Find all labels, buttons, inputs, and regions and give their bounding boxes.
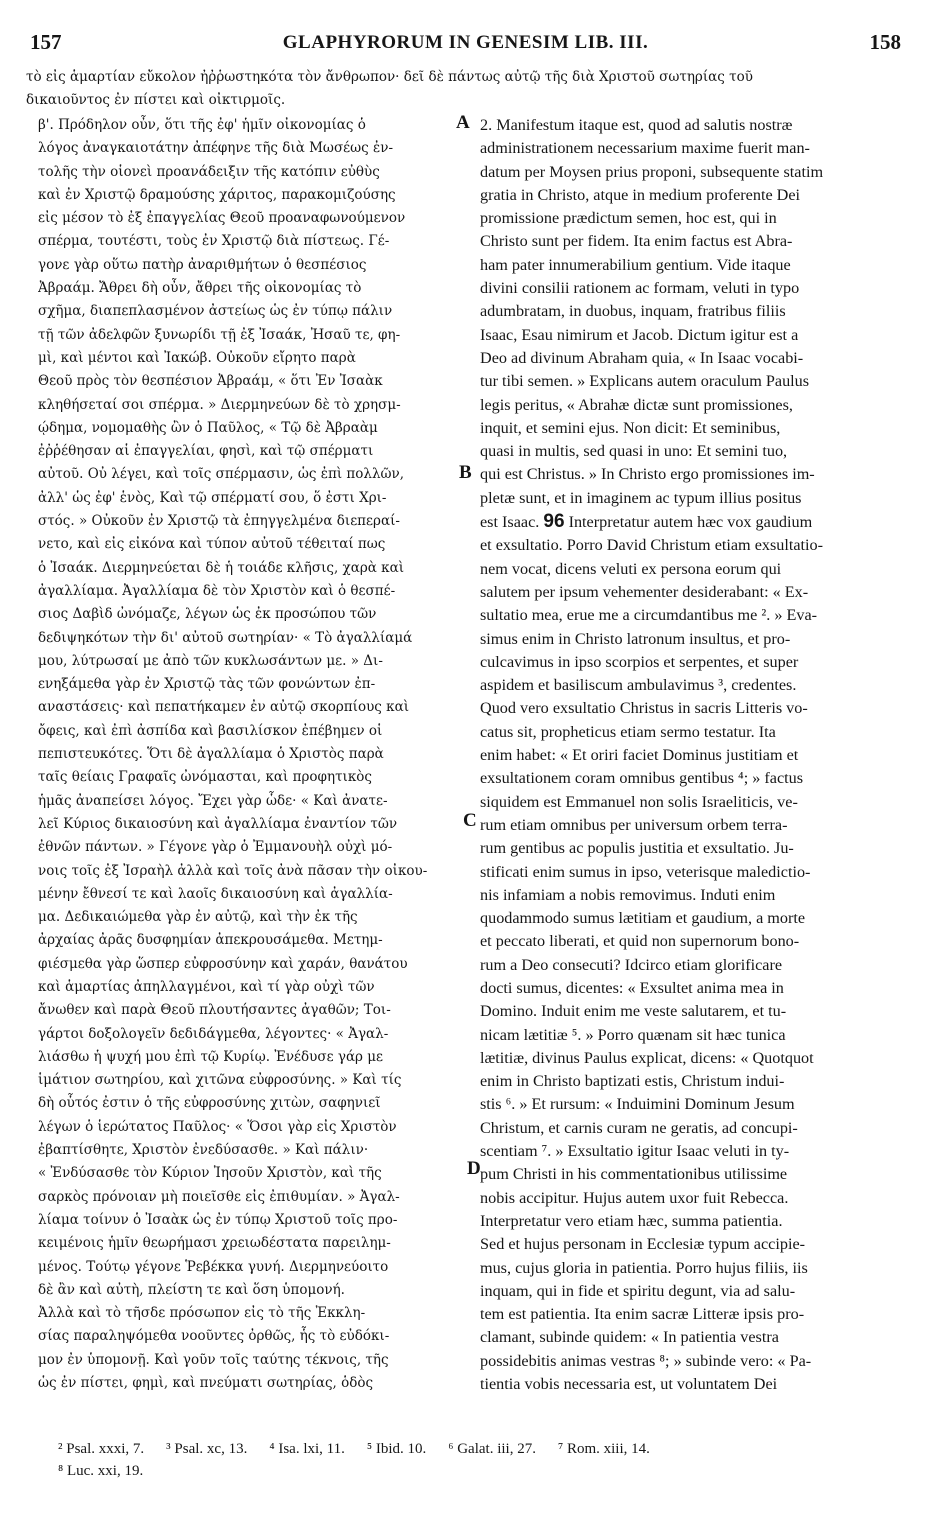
text-line: et exsultatio. Porro David Christum etiam exsultatio- bbox=[480, 536, 824, 555]
text-line: ham pater innumerabilium gentium. Vide itaque bbox=[480, 255, 791, 274]
text-line: κληθήσεταί σοι σπέρμα. » Διερμηνεύων δὲ τὸ χρησμ- bbox=[38, 396, 401, 413]
text-line: μα. Δεδικαιώμεθα γὰρ ἐν αὐτῷ, καὶ τὴν ἐκ τῆς bbox=[38, 909, 358, 926]
text-line: Sed et hujus personam in Ecclesiæ typum accipie- bbox=[480, 1235, 806, 1254]
continued-greek-text bbox=[26, 66, 905, 112]
text-line: ἱμάτιον σωτηρίου, καὶ χιτῶνα εὐφροσύνης. » Καὶ τίς bbox=[38, 1072, 402, 1089]
text-line: β'. Πρόδηλον οὖν, ὅτι τῆς ἐφ' ἡμῖν οἰκονομίας ὁ bbox=[38, 117, 366, 133]
text-line: πεπιστευκότες. Ὅτι δὲ ἀγαλλίαμα ὁ Χριστὸς παρὰ bbox=[38, 746, 384, 763]
text-line: rum gentibus ac populis justitia et exsultatio. Ju- bbox=[480, 839, 794, 858]
footnote: ² Psal. xxxi, 7. bbox=[58, 1441, 145, 1457]
text-line: ἐῤῥέθησαν αἱ ἐπαγγελίαι, φησὶ, καὶ τῷ σπέρματι bbox=[38, 443, 374, 460]
text-line: nobis accipitur. Hujus autem uxor fuit Rebecca. bbox=[480, 1188, 789, 1207]
text-line: φιέσμεθα γὰρ ὥσπερ εὐφροσύνην καὶ χαράν, θανάτου bbox=[38, 955, 408, 972]
footnote: ⁴ Isa. lxi, 11. bbox=[269, 1441, 345, 1457]
text-line: καὶ ἁμαρτίας ἀπηλλαγμένοι, καὶ τί γὰρ οὐχὶ τῶν bbox=[38, 978, 375, 995]
text-line: scentiam ⁷. » Exsultatio igitur Isaac veluti in ty- bbox=[480, 1142, 790, 1161]
text-line: σαρκὸς πρόνοιαν μὴ ποιεῖσθε εἰς ἐπιθυμίαν. » Ἀγαλ- bbox=[38, 1188, 400, 1205]
footnote: ⁶ Galat. iii, 27. bbox=[448, 1441, 536, 1457]
text-line: salutem per ipsum vehementer desiderabant: « Ex- bbox=[480, 582, 809, 601]
text-line: ἐθνῶν πάντων. » Γέγονε γὰρ ὁ Ἐμμανουὴλ οὐχὶ μό- bbox=[38, 839, 393, 856]
footnote-row bbox=[58, 1460, 918, 1482]
text-line: legis peritus, « Abrahæ dictæ sunt promissiones, bbox=[480, 395, 793, 414]
text-line: λιάσθω ἡ ψυχή μου ἐπὶ τῷ Κυρίῳ. Ἐνέδυσε γάρ με bbox=[38, 1048, 384, 1065]
text-line: sultatio mea, erue me a circumdantibus me ². » Eva- bbox=[480, 606, 818, 625]
text-line: stis ⁶. » Et rursum: « Induimini Dominum Jesum bbox=[480, 1095, 795, 1114]
text-line: γάρτοι δοξολογεῖν δεδιδάγμεθα, λέγοντες· « Ἀγαλ- bbox=[38, 1025, 389, 1042]
text-line: ενηξάμεθα γὰρ ἐν Χριστῷ τὰς τῶν φονώντων ἐπ- bbox=[38, 676, 376, 693]
text-line: μένην ἔθνεσί τε καὶ λαοῖς δικαιοσύνη καὶ ἀγαλλία- bbox=[38, 885, 393, 902]
text-line: ταῖς θείαις Γραφαῖς ὠνόμασται, καὶ προφητικὸς bbox=[38, 769, 372, 786]
text-line: νετο, καὶ εἰς εἰκόνα καὶ τύπον αὐτοῦ τέθειταί πως bbox=[38, 536, 386, 553]
text-line: ῴδημα, νομομαθὴς ὢν ὁ Παῦλος, « Τῷ δὲ Ἀβραὰμ bbox=[38, 419, 378, 436]
text-line: ἀγαλλίαμα. Ἀγαλλίαμα δὲ τὸν Χριστὸν καὶ ὁ θεσπέ- bbox=[38, 582, 396, 599]
greek-column bbox=[38, 114, 466, 1395]
text-line: τολῆς τὴν οἱονεὶ προανάδειξιν τῆς κατόπιν εὐθὺς bbox=[38, 163, 380, 180]
text-line: datum per Moysen prius proponi, subsequente statim bbox=[480, 162, 824, 181]
footnotes bbox=[58, 1438, 918, 1482]
text-line: divini consilii rationem ac formam, veluti in typo bbox=[480, 279, 800, 298]
text-line: rum a Deo consecuti? Idcirco etiam glorificare bbox=[480, 955, 783, 974]
line-text: Interpretatur autem hæc vox gaudium bbox=[568, 513, 813, 532]
text-line: στός. » Οὐκοῦν ἐν Χριστῷ τὰ ἐπηγγελμένα διεπεραί- bbox=[38, 513, 400, 530]
original-page-number: 96 bbox=[543, 511, 565, 533]
text-line: mus, cujus gloria in patientia. Porro hujus filiis, iis bbox=[480, 1258, 808, 1277]
text-line: Christum, et carnis curam ne geratis, ad concupi- bbox=[480, 1118, 798, 1137]
text-line: quodammodo sumus lætitiam et gaudium, a morte bbox=[480, 909, 806, 928]
footnote: ⁸ Luc. xxi, 19. bbox=[58, 1463, 144, 1479]
text-line: Interpretatur vero etiam hæc, summa patientia. bbox=[480, 1211, 783, 1230]
text-line: tem est patientia. Ita enim sacræ Litteræ ipsis pro- bbox=[480, 1305, 805, 1324]
text-line: κειμένοις ἡμῖν θεωρήμασι χρειωδέστατα παρειλημ- bbox=[38, 1235, 391, 1252]
text-line: δὴ οὗτός ἐστιν ὁ τῆς εὐφροσύνης χιτὼν, σαφηνιεῖ bbox=[38, 1095, 381, 1112]
text-line: δεδιψηκότων τὴν δι' αὐτοῦ σωτηρίαν· « Τὸ ἀγαλλίαμά bbox=[38, 629, 413, 646]
text-line: γονε γὰρ οὕτω πατὴρ ἀναριθμήτων ὁ θεσπέσιος bbox=[38, 256, 367, 273]
footnote: ³ Psal. xc, 13. bbox=[166, 1441, 248, 1457]
text-line: Domino. Induit enim me veste salutarem, et tu- bbox=[480, 1002, 787, 1021]
text-line: lætitiæ, divinus Paulus explicat, dicens: « Quotquot bbox=[480, 1048, 814, 1067]
text-line: docti sumus, dicentes: « Exsultet anima mea in bbox=[480, 978, 784, 997]
text-line: « Ἐνδύσασθε τὸν Κύριον Ἰησοῦν Χριστὸν, καὶ τῆς bbox=[38, 1165, 382, 1182]
text-line: δικαιοῦντος ἐν πίστει καὶ οἰκτιρμοῖς. bbox=[26, 92, 286, 108]
text-line: δὲ ἂν καὶ αὐτὴ, πλείστη τε καὶ ὅση ὑπομονή. bbox=[38, 1281, 345, 1298]
text-line: culcavimus in ipso scorpios et serpentes, et super bbox=[480, 652, 799, 671]
text-line: ὁ Ἰσαάκ. Διερμηνεύεται δὲ ἡ τοιάδε κλῆσις, χαρὰ καὶ bbox=[38, 559, 405, 576]
text-line: exsultationem coram omnibus gentibus ⁴; » factus bbox=[480, 769, 804, 788]
text-line: clamant, subinde quidem: « In patientia vestra bbox=[480, 1328, 779, 1347]
text-line: aspidem et basiliscum ambulavimus ³, credentes. bbox=[480, 676, 797, 695]
text-line: quasi in multis, sed quasi in uno: Et semini tuo, bbox=[480, 442, 788, 461]
text-line: Ἀλλὰ καὶ τὸ τῆσδε πρόσωπον εἰς τὸ τῆς Ἐκκλη- bbox=[38, 1305, 366, 1322]
text-line: νοις τοῖς ἐξ Ἰσραὴλ ἀλλὰ καὶ τοῖς ἀνὰ πᾶσαν τὴν οἰκου- bbox=[38, 862, 428, 879]
text-line: promissione prædictum semen, hoc est, qui in bbox=[480, 209, 777, 228]
text-line: siquidem est Emmanuel non solis Israeliticis, ve- bbox=[480, 792, 798, 811]
text-line: Isaac, Esau nimirum et Jacob. Dictum igitur est a bbox=[480, 325, 799, 344]
margin-marker-a: A bbox=[456, 112, 470, 133]
text-line: et peccato liberati, et quid non supernorum bono- bbox=[480, 932, 800, 951]
text-line: nis infamiam a nobis removimus. Induti enim bbox=[480, 885, 776, 904]
page-number-right: 158 bbox=[869, 30, 901, 54]
text-line: Quod vero exsultatio Christus in sacris Litteris vo- bbox=[480, 699, 808, 718]
text-line: adumbratam, in duobus, inquam, fratribus filiis bbox=[480, 302, 786, 321]
text-line: pletæ sunt, et in imaginem ac typum illius positus bbox=[480, 488, 802, 507]
footnote-row bbox=[58, 1438, 918, 1460]
text-line: gratia in Christo, atque in medium proferente Dei bbox=[480, 185, 801, 204]
text-line: catus sit, propheticus etiam sermo testatur. Ita bbox=[480, 722, 776, 741]
line-text: est Isaac. bbox=[480, 513, 540, 532]
text-line: Deo ad divinum Abraham quia, « In Isaac vocabi- bbox=[480, 348, 804, 367]
text-line: σιος Δαβὶδ ὠνόμαζε, λέγων ὡς ἐκ προσώπου τῶν bbox=[38, 606, 377, 623]
text-line: Ἀβραάμ. Ἄθρει δὴ οὖν, ἄθρει τῆς οἰκονομίας τὸ bbox=[38, 280, 362, 297]
margin-marker-b: B bbox=[459, 462, 472, 483]
text-line: simus enim in Christo latronum insultus, et pro- bbox=[480, 629, 791, 648]
text-line: εἰς μέσον τὸ ἐξ ἐπαγγελίας Θεοῦ προαναφωνούμενον bbox=[38, 210, 406, 227]
text-line: stificati enim sumus in ipso, veterisque maledictio- bbox=[480, 862, 811, 881]
running-title: GLAPHYRORUM IN GENESIM LIB. III. bbox=[282, 32, 649, 53]
text-line bbox=[480, 510, 900, 534]
latin-column bbox=[480, 114, 900, 1396]
text-line: ἡμᾶς ἀναπείσει λόγος. Ἔχει γὰρ ὧδε· « Καὶ ἀνατε- bbox=[38, 792, 388, 809]
text-line: qui est Christus. » In Christo ergo promissiones im- bbox=[480, 465, 815, 484]
text-line: Θεοῦ πρὸς τὸν θεσπέσιον Ἀβραάμ, « ὅτι Ἐν Ἰσαὰκ bbox=[38, 373, 383, 390]
text-line: inquam, qui in fide et spiritu degunt, via ad salu- bbox=[480, 1281, 796, 1300]
text-line: ἐβαπτίσθητε, Χριστὸν ἐνεδύσασθε. » Καὶ πάλιν· bbox=[38, 1142, 369, 1159]
text-line: καὶ ἐν Χριστῷ δραμούσης χάριτος, παρακομιζούσης bbox=[38, 186, 396, 203]
text-line: pum Christi in his commentationibus utilissime bbox=[480, 1165, 788, 1184]
text-line: tur tibi semen. » Explicans autem oraculum Paulus bbox=[480, 372, 810, 391]
running-header bbox=[28, 30, 903, 60]
text-line: μὶ, καὶ μέντοι καὶ Ἰακώβ. Οὐκοῦν εἴρητο παρὰ bbox=[38, 349, 356, 366]
text-line: 2. Manifestum itaque est, quod ad salutis nostræ bbox=[480, 116, 793, 134]
text-line: μον ἐν ὑπομονῇ. Καὶ γοῦν τοῖς ταύτης τέκνοις, τῆς bbox=[38, 1351, 389, 1368]
text-line: nem vocat, dicens veluti ex persona eorum qui bbox=[480, 559, 782, 578]
footnote: ⁵ Ibid. 10. bbox=[366, 1441, 427, 1457]
text-line: enim in Christo baptizati estis, Christum indui- bbox=[480, 1072, 785, 1091]
text-line: ὄφεις, καὶ ἐπὶ ἀσπίδα καὶ βασιλίσκον ἐπέβημεν οἱ bbox=[38, 722, 383, 739]
text-line: nicam lætitiæ ⁵. » Porro quænam sit hæc tunica bbox=[480, 1025, 786, 1044]
text-line: λόγος ἀναγκαιοτάτην ἀπέφηνε τῆς διὰ Μωσέως ἐν- bbox=[38, 140, 394, 157]
text-line: tientia vobis necessaria est, ut voluntatem Dei bbox=[480, 1375, 778, 1394]
text-line: enim habet: « Et oriri faciet Dominus justitiam et bbox=[480, 746, 799, 765]
text-line: administrationem necessarium maxime fuerit man- bbox=[480, 139, 810, 158]
text-line: λεῖ Κύριος δικαιοσύνη καὶ ἀγαλλίαμα ἐναντίον τῶν bbox=[38, 815, 398, 832]
text-line: μένος. Τούτῳ γέγονε Ῥεβέκκα γυνή. Διερμηνεύοιτο bbox=[38, 1258, 389, 1275]
text-line: Christo sunt per fidem. Ita enim factus est Abra- bbox=[480, 232, 793, 251]
text-line: σχῆμα, διαπεπλασμένον ἀστείως ὡς ἐν τύπῳ πάλιν bbox=[38, 303, 393, 320]
text-line: σπέρμα, τουτέστι, τοὺς ἐν Χριστῷ διὰ πίστεως. Γέ- bbox=[38, 233, 390, 250]
text-line: αὐτοῦ. Οὐ λέγει, καὶ τοῖς σπέρμασιν, ὡς ἐπὶ πολλῶν, bbox=[38, 466, 405, 483]
text-line: ἀλλ' ὡς ἐφ' ἑνὸς, Καὶ τῷ σπέρματί σου, ὅ ἐστι Χρι- bbox=[38, 489, 387, 506]
margin-marker-c: C bbox=[463, 810, 477, 831]
text-line: inquit, et semini ejus. Non dicit: Et seminibus, bbox=[480, 418, 781, 437]
text-line: ὡς ἐν πίστει, φημὶ, καὶ πνεύματι σωτηρίας, ὁδὸς bbox=[38, 1375, 374, 1392]
text-line: μου, λύτρωσαί με ἀπὸ τῶν κυκλωσάντων με. » Δι- bbox=[38, 652, 383, 669]
text-line: αναστάσεις· καὶ πεπατήκαμεν ἐν αὐτῷ σκορπίους καὶ bbox=[38, 699, 410, 716]
text-line: τὸ εἰς ἁμαρτίαν εὔκολον ἠῤῥωστηκότα τὸν ἄνθρωπον· δεῖ δὲ πάντως αὐτῷ τῆς διὰ Χριστοῦ σωτηρίας τοῦ bbox=[26, 69, 753, 85]
margin-marker-d: D bbox=[467, 1158, 481, 1179]
page-number-left: 157 bbox=[30, 30, 62, 54]
footnote: ⁷ Rom. xiii, 14. bbox=[557, 1441, 650, 1457]
text-line: possidebitis animas vestras ⁸; » subinde vero: « Pa- bbox=[480, 1351, 812, 1370]
text-line: ἄνωθεν καὶ παρὰ Θεοῦ πλουτήσαντες ἀγαθῶν; Τοι- bbox=[38, 1002, 391, 1019]
text-line: τῇ τῶν ἀδελφῶν ξυνωρίδι τῇ ἐξ Ἰσαάκ, Ἠσαῦ τε, φη- bbox=[38, 326, 401, 343]
text-line: λίαμα τοίνυν ὁ Ἰσαὰκ ὡς ἐν τύπῳ Χριστοῦ τοῖς προ- bbox=[38, 1211, 398, 1228]
text-line: ἀρχαίας ἀρᾶς δυσφημίαν ἀπεκρουσάμεθα. Μετημ- bbox=[38, 932, 383, 949]
text-line: rum etiam omnibus per universum orbem terra- bbox=[480, 815, 788, 834]
text-line: σίας παραληψόμεθα νοοῦντες ὀρθῶς, ἧς τὸ εὐδόκι- bbox=[38, 1328, 390, 1345]
text-line: λέγων ὁ ἱερώτατος Παῦλος· « Ὅσοι γὰρ εἰς Χριστὸν bbox=[38, 1118, 397, 1135]
